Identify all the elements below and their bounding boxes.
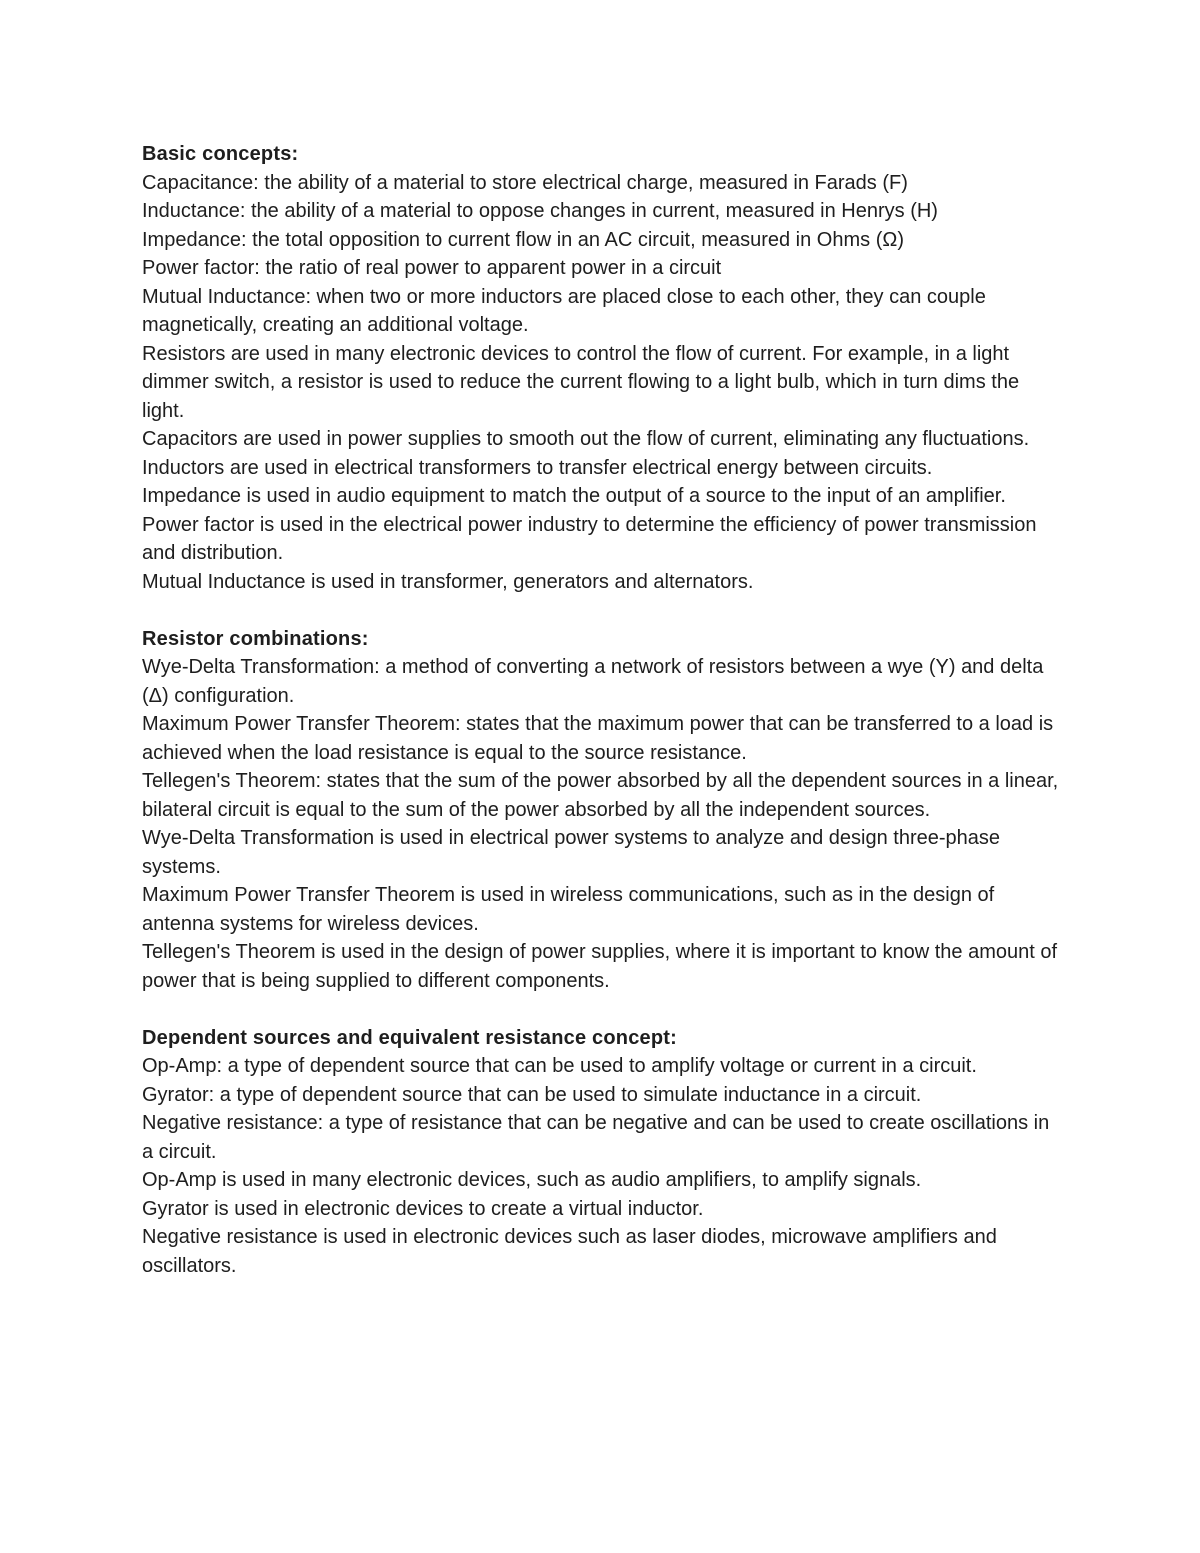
paragraph: Power factor: the ratio of real power to apparent power in a circuit: [142, 257, 722, 279]
paragraph: Maximum Power Transfer Theorem is used in wireless communications, such as in the design of antenna systems for wireless devices.: [142, 884, 995, 935]
paragraph: Gyrator is used in electronic devices to create a virtual inductor.: [142, 1197, 704, 1220]
section-basic-concepts: [142, 140, 1064, 596]
paragraph: Gyrator: a type of dependent source that can be used to simulate inductance in a circuit.: [142, 1083, 922, 1106]
section-resistor-combinations: [142, 625, 1064, 996]
paragraph: Capacitors are used in power supplies to smooth out the flow of current, eliminating any fluctuations.: [142, 428, 1030, 450]
document-page: [142, 140, 1064, 1309]
paragraph: Mutual Inductance is used in transformer, generators and alternators.: [142, 570, 754, 593]
paragraph: Wye-Delta Transformation: a method of converting a network of resistors between a wye (Y) and delta (Δ) configuration.: [142, 656, 1044, 707]
paragraph: Inductors are used in electrical transformers to transfer electrical energy between circuits.: [142, 456, 933, 479]
paragraph: Inductance: the ability of a material to oppose changes in current, measured in Henrys (H): [142, 200, 938, 222]
section-heading: Dependent sources and equivalent resistance concept:: [142, 1026, 677, 1049]
paragraph: Op-Amp is used in many electronic devices, such as audio amplifiers, to amplify signals.: [142, 1169, 922, 1191]
paragraph: Impedance: the total opposition to current flow in an AC circuit, measured in Ohms (Ω): [142, 228, 904, 251]
paragraph: Tellegen's Theorem is used in the design of power supplies, where it is important to know the amount of power that is being supplied to different components.: [142, 941, 1058, 992]
paragraph: Power factor is used in the electrical power industry to determine the efficiency of power transmission and distribution.: [142, 513, 1037, 564]
paragraph: Impedance is used in audio equipment to match the output of a source to the input of an amplifier.: [142, 485, 1006, 507]
paragraph: Negative resistance: a type of resistance that can be negative and can be used to create oscillations in a circuit.: [142, 1112, 1050, 1163]
paragraph: Resistors are used in many electronic devices to control the flow of current. For example, in a light dimmer switch, a resistor is used to reduce the current flowing to a light bulb, which in turn dims the light.: [142, 342, 1020, 422]
section-dependent-sources: [142, 1024, 1064, 1281]
paragraph: Mutual Inductance: when two or more inductors are placed close to each other, they can couple magnetically, creating an additional voltage.: [142, 285, 986, 336]
section-heading: Resistor combinations:: [142, 627, 369, 650]
paragraph: Maximum Power Transfer Theorem: states that the maximum power that can be transferred to a load is achieved when the load resistance is equal to the source resistance.: [142, 713, 1054, 764]
paragraph: Op-Amp: a type of dependent source that can be used to amplify voltage or current in a circuit.: [142, 1055, 977, 1077]
paragraph: Wye-Delta Transformation is used in electrical power systems to analyze and design three-phase systems.: [142, 827, 1001, 878]
paragraph: Negative resistance is used in electronic devices such as laser diodes, microwave amplifiers and oscillators.: [142, 1226, 997, 1277]
paragraph: Tellegen's Theorem: states that the sum of the power absorbed by all the dependent sources in a linear, bilateral circuit is equal to the sum of the power absorbed by all the independent sources.: [142, 770, 1059, 821]
paragraph: Capacitance: the ability of a material to store electrical charge, measured in Farads (F): [142, 171, 908, 194]
section-heading: Basic concepts:: [142, 143, 299, 165]
